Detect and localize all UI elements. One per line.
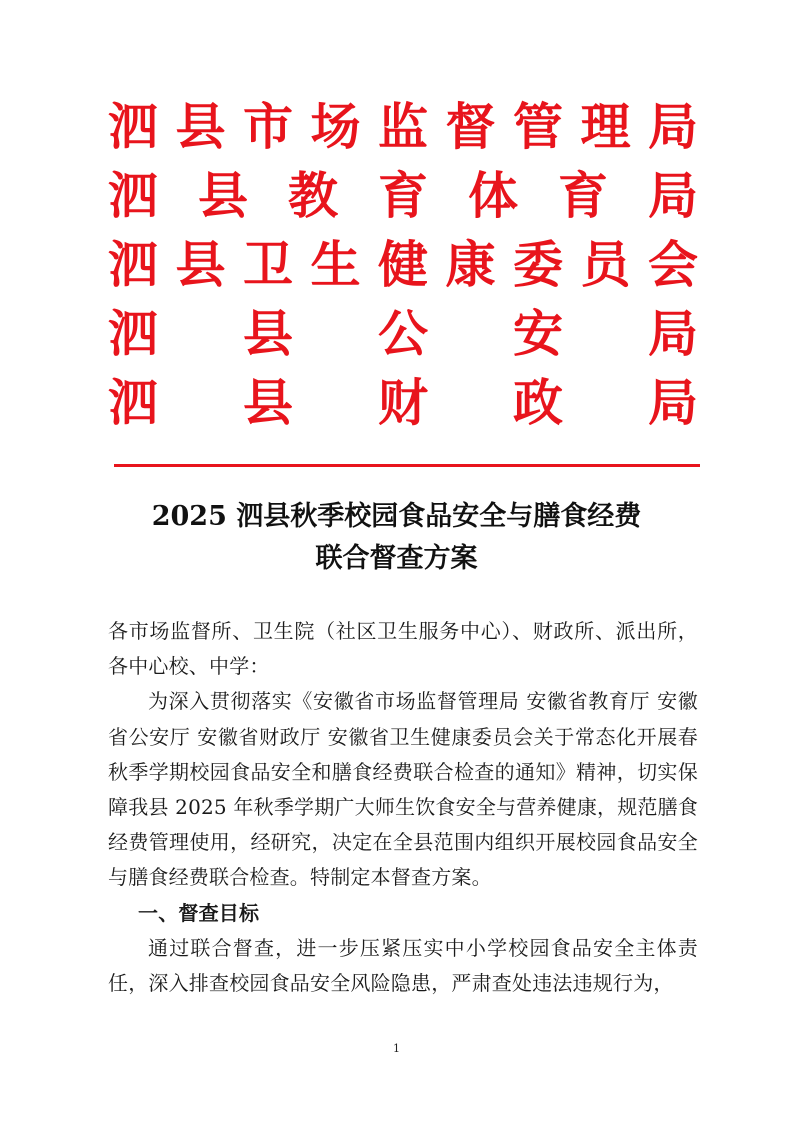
agency-char: 县 <box>175 235 226 294</box>
agency-line-education-sports <box>108 161 698 230</box>
agency-char: 会 <box>648 235 698 294</box>
agency-char: 泗 <box>108 304 158 363</box>
agency-char: 局 <box>648 373 698 432</box>
agency-char: 财 <box>378 373 428 432</box>
agency-char: 生 <box>310 235 361 294</box>
document-title-line-1: 2025 泗县秋季校园食品安全与膳食经费 <box>151 501 642 532</box>
agency-char: 泗 <box>108 97 158 156</box>
agency-char: 委 <box>513 235 563 294</box>
agency-char: 卫 <box>243 235 293 294</box>
agency-char: 监 <box>378 97 428 156</box>
agency-char: 安 <box>513 304 563 363</box>
page-number: 1 <box>393 1042 400 1055</box>
agency-char: 理 <box>580 97 631 156</box>
agency-line-finance <box>108 368 698 437</box>
agency-char: 县 <box>198 166 248 225</box>
agency-char: 泗 <box>108 166 158 225</box>
agency-line-health-commission <box>108 230 698 299</box>
agency-char: 康 <box>445 235 496 294</box>
agency-char: 公 <box>378 304 428 363</box>
section-1-paragraph: 通过联合督查，进一步压紧压实中小学校园食品安全主体责任，深入排查校园食品安全风险隐患，严肃查处违法违规行为， <box>108 935 698 996</box>
red-separator-rule <box>114 464 700 467</box>
agency-char: 员 <box>580 235 631 294</box>
agency-char: 泗 <box>108 235 158 294</box>
addressee-paragraph: 各市场监督所、卫生院（社区卫生服务中心）、财政所、派出所，各中心校、中学： <box>108 619 698 679</box>
agency-char: 泗 <box>108 373 158 432</box>
agency-char: 育 <box>558 166 608 225</box>
issuing-agencies-header <box>108 92 698 437</box>
agency-char: 政 <box>513 373 563 432</box>
agency-char: 督 <box>445 97 496 156</box>
agency-char: 管 <box>513 97 563 156</box>
agency-char: 县 <box>175 97 226 156</box>
document-title-line-2: 联合督查方案 <box>315 543 478 574</box>
agency-char: 健 <box>378 235 428 294</box>
agency-char: 局 <box>648 97 698 156</box>
agency-line-public-security <box>108 299 698 368</box>
agency-char: 局 <box>648 304 698 363</box>
agency-char: 体 <box>468 166 518 225</box>
agency-char: 育 <box>378 166 428 225</box>
agency-char: 教 <box>288 166 338 225</box>
document-body <box>108 614 698 1001</box>
agency-char: 县 <box>243 304 293 363</box>
agency-char: 局 <box>648 166 698 225</box>
section-1-heading: 一、督查目标 <box>138 900 260 925</box>
agency-line-market-supervision <box>108 92 698 161</box>
agency-char: 场 <box>310 97 361 156</box>
agency-char: 市 <box>243 97 293 156</box>
document-title <box>0 496 793 580</box>
agency-char: 县 <box>243 373 293 432</box>
intro-paragraph: 为深入贯彻落实《安徽省市场监督管理局 安徽省教育厅 安徽省公安厅 安徽省财政厅 安徽省卫生健康委员会关于常态化开展春秋季学期校园食品安全和膳食经费联合检查的通知》精神，切实保障我县 2025 年秋季学期广大师生饮食安全与营养健康，规范膳食经费管理使用，经研究，决定在全县范围内组织开展校园食品安全与膳食经费联合检查。特制定本督查方案。 <box>108 689 699 890</box>
